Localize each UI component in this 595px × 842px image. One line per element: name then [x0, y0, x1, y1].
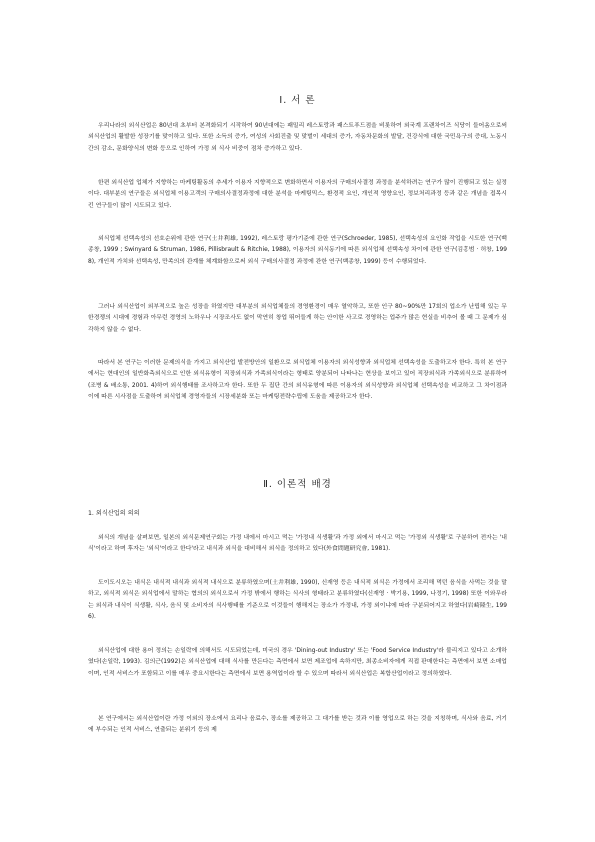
- section-1-paragraph: 따라서 본 연구는 이러한 문제의식을 가지고 외식산업 발전방안의 일환으로 외식업체 이용자의 외식성향과 외식업체 선택속성을 도출하고자 한다. 특히 본 연구에서는 현대인의 일반화측외식으로 인한 외식유형이 직장외식과 가족외식이라는 형태로 양분되어 나타나는 현상을 보이고 있어 직장외식과 가족외식으로 분류하여(조병 & 배소통, 2001. 4)하여 외식행태를 조사하고자 한다. 또한 두 집단 간의 외식유형에 따른 이용자의 외식성향과 외식업체 선택속성을 비교하고 그 차이점과 이에 따른 시사점을 도출하여 외식업체 경영자들의 시장세분화 또는 마케팅전략수립에 도움을 제공하고자 한다.: [88, 360, 507, 400]
- section-1-paragraph: 우리나라의 외식산업은 80년대 초부터 본격화되기 시작하여 90년대에는 패밀리 레스토랑과 패스트푸드점을 비롯하여 외국계 프랜차이즈 식당이 들어옴으로써 외식산업의 활발한 성장기를 맞이하고 있다. 또한 소득의 증가, 여성의 사회진출 및 맞벌이 세대의 증가, 자동차문화의 발달, 건강식에 대한 국민욕구의 증대, 노동시간의 감소, 문화양식의 변화 등으로 인하여 가정 외 식사 비중이 점차 증가하고 있다.: [88, 123, 507, 152]
- section-2-paragraph: 외식의 개념을 살펴보면, 일본의 외식문제연구회는 가정 내에서 마시고 먹는 '가정내 식생활'과 가정 외에서 마시고 먹는 '가정외 식생활'로 구분하여 전자는 '내식'이라고 하며 후자는 '외식'이라고 한다'라고 내식과 외식을 대비해서 외식을 정의하고 있다(外食問題研究會, 1981).: [88, 535, 507, 553]
- section-1-paragraph: 그러나 외식산업이 외부적으로 높은 성장을 하였지만 대부분의 외식업체들의 경영환경이 매우 열악하고, 또한 인구 80~90%만 17회의 업소가 난립해 있는 무한경쟁의 시대에 경험과 아무런 경영의 노하우나 시장조사도 없이 막연히 창업 뛰어들게 하는 안이한 사고로 경영하는 업주가 많은 현실을 비추어 볼 때 그 문제가 심각하지 않을 수 없다.: [88, 304, 507, 333]
- section-2-paragraph: 외식산업에 대한 용어 정의는 손일락에 의해서도 시도되었는데, 미국의 경우 'Dining-out Industry' 또는 'Food Service Industry'라 불리지고 있다고 소개하였다(손일락, 1993). 김의근(1992)은 외식산업에 대해 식사를 만든다는 측면에서 보면 제조업에 속하지만, 최종소비자에게 직접 판매한다는 측면에서 보면 소매업이며, 인적 서비스가 포함되고 이를 매우 중요시한다는 측면에서 보면 용역업이라 할 수 있으며 따라서 외식산업은 복합산업이라고 정의하였다.: [88, 648, 507, 677]
- subsection-heading: 1. 외식산업의 의의: [88, 510, 140, 517]
- section-1-title: Ⅰ. 서 론: [279, 95, 316, 106]
- section-2-paragraph: 본 연구에서는 외식산업이란 가정 이외의 장소에서 요리나 음료수, 장소를 제공하고 그 대가를 받는 것과 이를 영업으로 하는 것을 지칭하며, 식사와 음료, 거기에 부수되는 인적 서비스, 연출되는 분위기 등의 제: [88, 716, 507, 734]
- section-2-paragraph: 도이도시오는 내식은 내식적 내식과 외식적 내식으로 분류하였으며(土井利雄, 1990), 신재영 등은 내식적 외식은 가정에서 조리해 먹던 음식을 사먹는 것을 말하고, 외식적 외식은 외식업에서 말하는 협의의 외식으로서 가정 밖에서 행하는 식사의 형태라고 분류하였다(신재영 · 박기용, 1999, 나정기, 1998) 또한 이와무라는 외식과 내식이 식생활, 식사, 음식 및 소비자의 식사행태를 기준으로 이것들이 행해지는 장소가 가정내, 가정 외이냐에 따라 구분되어지고 하였다(岩崎隆生, 1996).: [88, 580, 507, 620]
- section-1-paragraph: 한편 외식산업 업체가 지향하는 마케팅활동의 추세가 이용자 지향적으로 변화하면서 이용자의 구매의사결정 과정을 분석하려는 연구가 많이 진행되고 있는 실정이다. 대부분의 연구들은 외식업체 이용고객의 구매의사결정과정에 대한 분석을 마케팅믹스, 환경적 요인, 개인적 영향요인, 정보처리과정 등과 같은 개념을 접목시킨 연구들이 많이 시도되고 있다.: [88, 180, 507, 209]
- section-1-paragraph: 외식업체 선택속성의 선호순위에 관한 연구(土井利雄, 1992), 레스토랑 평가기준에 관한 연구(Schroeder, 1985), 선택속성의 요인화 작업을 시도한 연구(백종창, 1999 ; Swinyard & Struman, 1986, Pillisbrault & Ritchie, 1988), 이용자의 외식동기에 따른 외식업체 선택속성 차이에 관한 연구(김홍범 · 허창, 1998), 개인적 가치와 선택속성, 만족의의 관계를 체계화함으로써 외식 구매의사결정 과정에 관한 연구(백종창, 1999) 등이 수행되었다.: [88, 236, 507, 265]
- section-2-title: Ⅱ. 이론적 배경: [263, 479, 332, 490]
